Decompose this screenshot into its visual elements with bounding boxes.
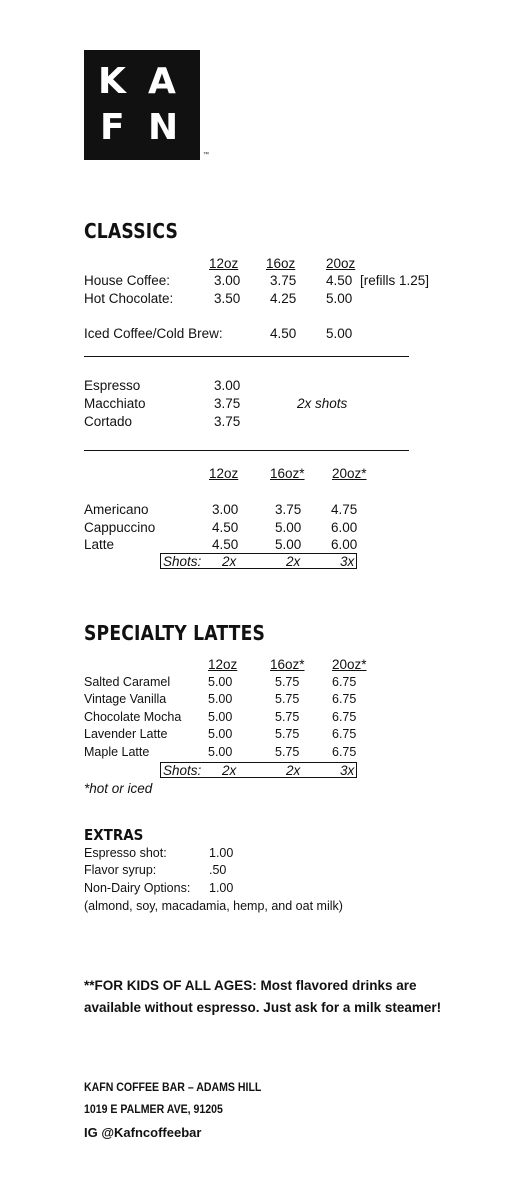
refill-note: [refills 1.25] [360, 273, 430, 288]
item-name: Cortado [84, 414, 133, 429]
price-16oz: 4.50 [270, 326, 297, 341]
price-12oz: 4.50 [212, 537, 239, 552]
item-name: House Coffee: [84, 273, 171, 288]
specialty-header-20oz: 20oz* [332, 657, 367, 672]
price-16oz: 3.75 [270, 273, 297, 288]
item-name: Macchiato [84, 396, 146, 411]
extras-heading: EXTRAS [84, 826, 144, 844]
price: 3.00 [214, 378, 241, 393]
footer-business-name: KAFN COFFEE BAR – ADAMS HILL [84, 1080, 262, 1094]
kids-note-line-2: available without espresso. Just ask for a milk steamer! [84, 1000, 442, 1015]
item-name: Salted Caramel [84, 675, 171, 689]
trademark-symbol: ™ [203, 152, 209, 158]
shots-20oz: 3x [340, 763, 355, 778]
price-20oz: 6.75 [332, 692, 357, 706]
price-16oz: 5.00 [275, 537, 302, 552]
price-16oz: 5.00 [275, 520, 302, 535]
specialty-shots-box [160, 762, 357, 778]
price-12oz: 4.50 [212, 520, 239, 535]
shots-12oz: 2x [222, 763, 237, 778]
classics-header-16oz: 16oz [266, 256, 296, 271]
header-12oz: 12oz [209, 466, 239, 481]
price-12oz: 3.00 [212, 502, 239, 517]
double-shots-note: 2x shots [297, 396, 348, 411]
header-16oz: 16oz* [270, 466, 305, 481]
price-12oz: 5.00 [208, 675, 233, 689]
price-12oz: 5.00 [208, 710, 233, 724]
price-16oz: 3.75 [275, 502, 302, 517]
price-16oz: 5.75 [275, 692, 300, 706]
classics-heading: CLASSICS [84, 219, 179, 243]
price-20oz: 5.00 [326, 326, 353, 341]
shots-label: Shots: [163, 554, 202, 569]
price: .50 [209, 863, 227, 877]
non-dairy-options-note: (almond, soy, macadamia, hemp, and oat milk) [84, 899, 343, 913]
price-20oz: 6.75 [332, 727, 357, 741]
price-20oz: 6.75 [332, 710, 357, 724]
price: 3.75 [214, 414, 241, 429]
divider [84, 356, 409, 357]
price-20oz: 5.00 [326, 291, 353, 306]
price-12oz: 3.50 [214, 291, 241, 306]
price: 1.00 [209, 881, 234, 895]
price-12oz: 5.00 [208, 727, 233, 741]
item-name: Vintage Vanilla [84, 692, 167, 706]
price-20oz: 6.00 [331, 520, 358, 535]
item-name: Chocolate Mocha [84, 710, 182, 724]
price: 3.75 [214, 396, 241, 411]
price-16oz: 5.75 [275, 710, 300, 724]
specialty-lattes-heading: SPECIALTY LATTES [84, 621, 266, 645]
price: 1.00 [209, 846, 234, 860]
item-name: Flavor syrup: [84, 863, 157, 877]
logo-letter-k: K [98, 61, 126, 102]
logo-letter-f: F [100, 107, 125, 148]
footer-instagram-handle: IG @Kafncoffeebar [84, 1125, 202, 1140]
shots-20oz: 3x [340, 554, 355, 569]
kafn-logo [84, 50, 200, 160]
classics-header-20oz: 20oz [326, 256, 356, 271]
item-name: Americano [84, 502, 149, 517]
footer-address: 1019 E PALMER AVE, 91205 [84, 1102, 223, 1116]
price-20oz: 4.50 [326, 273, 353, 288]
logo-letter-n: N [148, 107, 179, 148]
header-20oz: 20oz* [332, 466, 367, 481]
item-name: Hot Chocolate: [84, 291, 174, 306]
specialty-header-12oz: 12oz [208, 657, 238, 672]
shots-12oz: 2x [222, 554, 237, 569]
price-16oz: 5.75 [275, 727, 300, 741]
price-16oz: 4.25 [270, 291, 297, 306]
item-name: Espresso shot: [84, 846, 167, 860]
price-12oz: 5.00 [208, 692, 233, 706]
logo-letter-a: A [148, 61, 176, 102]
shots-16oz: 2x [286, 554, 301, 569]
item-name: Non-Dairy Options: [84, 881, 191, 895]
price-16oz: 5.75 [275, 675, 300, 689]
item-name: Maple Latte [84, 745, 150, 759]
price-12oz: 3.00 [214, 273, 241, 288]
price-20oz: 6.75 [332, 745, 357, 759]
price-12oz: 5.00 [208, 745, 233, 759]
item-name: Lavender Latte [84, 727, 168, 741]
kids-note-line-1: **FOR KIDS OF ALL AGES: Most flavored drinks are [84, 978, 417, 993]
item-name: Cappuccino [84, 520, 156, 535]
price-20oz: 6.75 [332, 675, 357, 689]
item-name: Latte [84, 537, 115, 552]
divider [84, 450, 409, 451]
shots-label: Shots: [163, 763, 202, 778]
item-name: Espresso [84, 378, 141, 393]
item-name: Iced Coffee/Cold Brew: [84, 326, 223, 341]
classics-shots-box [160, 553, 357, 569]
hot-or-iced-note: *hot or iced [84, 781, 153, 796]
price-16oz: 5.75 [275, 745, 300, 759]
classics-header-12oz: 12oz [209, 256, 239, 271]
price-20oz: 4.75 [331, 502, 358, 517]
shots-16oz: 2x [286, 763, 301, 778]
price-20oz: 6.00 [331, 537, 358, 552]
specialty-header-16oz: 16oz* [270, 657, 305, 672]
